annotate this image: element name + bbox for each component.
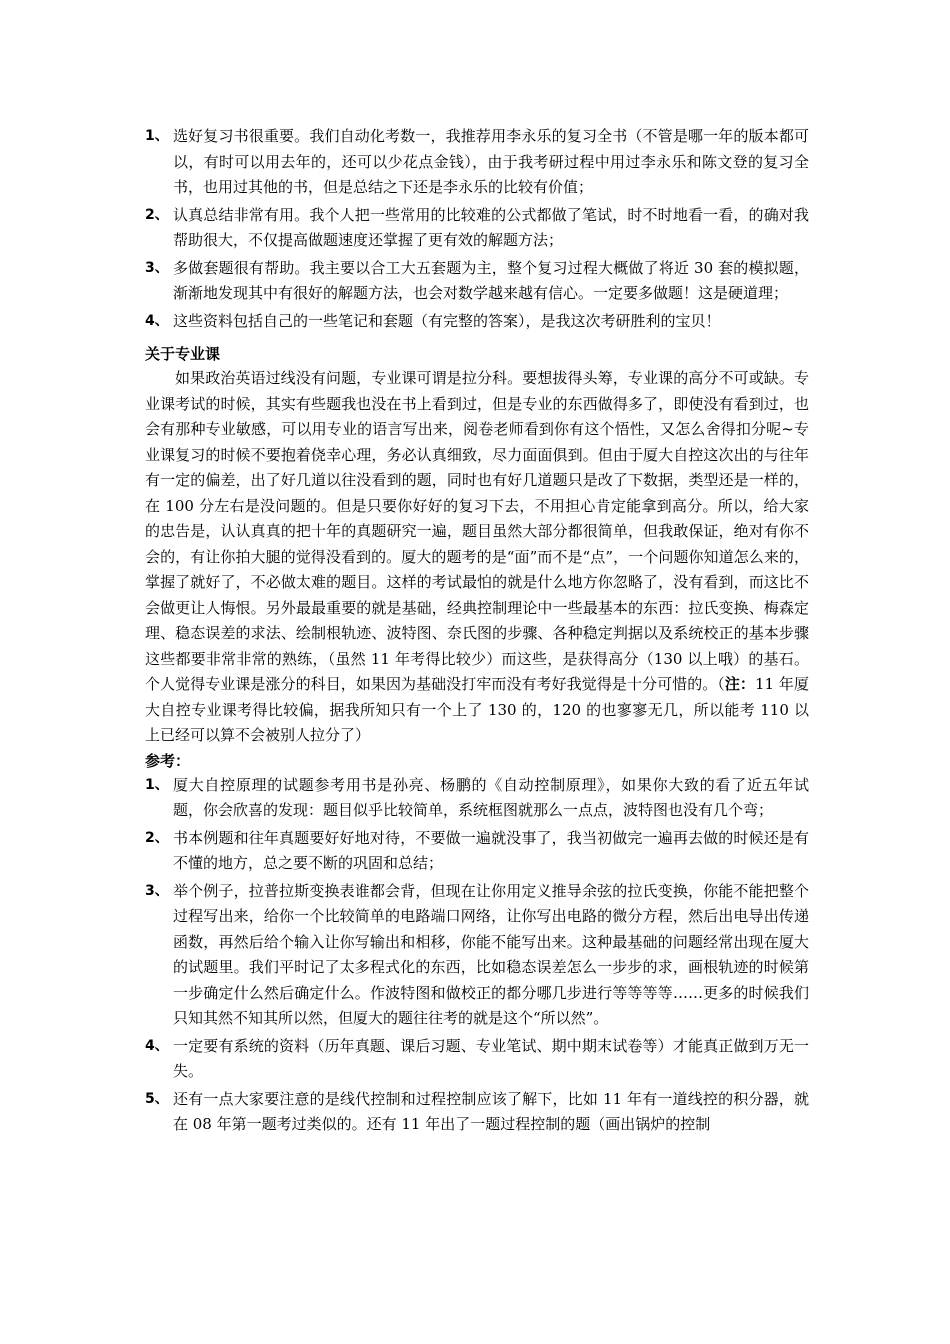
list-number: 3、 [145,259,169,276]
list-text: 举个例子，拉普拉斯变换表谁都会背，但现在让你用定义推导余弦的拉氏变换，你能不能把整个过程写出来，给你一个比较简单的电路端口网络，让你写出电路的微分方程，然后出电导出传递函数，再然后给个输入让你写输出和相移，你能不能写出来。这种最基础的问题经常出现在厦大的试题里。我们平时记了太多程式化的东西，比如稳态误差怎么一步步的求，画根轨迹的时候第一步确定什么然后确定什么。作波特图和做校正的都分哪几步进行等等等等……更多的时候我们只知其然不知其所以然，但厦大的题往往考的就是这个“所以然”。 [173,881,809,1027]
list-text: 多做套题很有帮助。我主要以合工大五套题为主，整个复习过程大概做了将近 30 套的模拟题，渐渐地发现其中有很好的解题方法，也会对数学越来越有信心。一定要多做题！这是硬道理； [173,258,809,302]
list-text: 选好复习书很重要。我们自动化考数一，我推荐用李永乐的复习全书（不管是哪一年的版本都可以，有时可以用去年的，还可以少花点金钱），由于我考研过程中用过李永乐和陈文登的复习全书，也用过其他的书，但是总结之下还是李永乐的比较有价值； [173,127,809,196]
list-number: 2、 [145,829,169,846]
document-page [145,124,809,1140]
note-text: 11 年厦大自控专业课考得比较偏，据我所知只有一个上了 130 的，120 的也寥寥无几，所以能考 110 以上已经可以算不会被别人拉分了） [145,675,809,744]
list-item [145,256,809,307]
list-number: 4、 [145,1037,169,1054]
list-item [145,124,809,201]
study-tips-list [145,124,809,334]
list-number: 1、 [145,128,169,144]
list-item [145,773,809,824]
list-number: 2、 [145,206,169,223]
list-item [145,826,809,877]
paragraph-text: 如果政治英语过线没有问题，专业课可谓是拉分科。要想拔得头筹，专业课的高分不可或缺。专业课考试的时候，其实有些题我也没在书上看到过，但是专业的东西做得多了，即使没有看到过，也会有那种专业敏感，可以用专业的语言写出来，阅卷老师看到你有这个悟性，又怎么舍得扣分呢~专业课复习的时候不要抱着侥幸心理，务必认真细致，尽力面面俱到。但由于厦大自控这次出的与往年有一定的偏差，出了好几道以往没看到的题，同时也有好几道题只是改了下数据，类型还是一样的，在 100 分左右是没问题的。但是只要你好好的复习下去，不用担心肯定能拿到高分。所以，给大家的忠告是，认认真真的把十年的真题研究一遍，题目虽然大部分都很简单，但我敢保证，绝对有你不会的，有让你拍大腿的觉得没看到的。厦大的题考的是“面”而不是“点”，一个问题你知道怎么来的，掌握了就好了，不必做太难的题目。这样的考试最怕的就是什么地方你忽略了，没有看到，而这比不会做更让人悔恨。另外最最重要的就是基础，经典控制理论中一些最基本的东西：拉氏变换、梅森定理、稳态误差的求法、绘制根轨迹、波特图、奈氏图的步骤、各种稳定判据以及系统校正的基本步骤这些都要非常非常的熟练，（虽然 11 年考得比较少）而这些，是获得高分（130 以上哦）的基石。个人觉得专业课是涨分的科目，如果因为基础没打牢而没有考好我觉得是十分可惜的。（ [145,369,809,693]
list-text: 一定要有系统的资料（历年真题、课后习题、专业笔试、期中期末试卷等）才能真正做到万无一失。 [173,1036,809,1080]
list-text: 还有一点大家要注意的是线代控制和过程控制应该了解下，比如 11 年有一道线控的积分器，就在 08 年第一题考过类似的。还有 11 年出了一题过程控制的题（画出锅炉的控制 [173,1089,809,1133]
section-heading: 关于专业课 [145,345,221,363]
list-text: 书本例题和往年真题要好好地对待，不要做一遍就没事了，我当初做完一遍再去做的时候还是有不懂的地方，总之要不断的巩固和总结； [173,828,809,872]
reference-heading: 参考： [145,751,191,770]
list-text: 认真总结非常有用。我个人把一些常用的比较难的公式都做了笔试，时不时地看一看，的确对我帮助很大，不仅提高做题速度还掌握了更有效的解题方法； [173,205,809,249]
note-label: 注： [724,675,755,693]
list-number: 1、 [145,776,169,793]
list-text: 厦大自控原理的试题参考用书是孙亮、杨鹏的《自动控制原理》，如果你大致的看了近五年试题，你会欣喜的发现：题目似乎比较简单，系统框图就那么一点点，波特图也没有几个弯； [173,775,809,819]
list-item [145,879,809,1032]
list-number: 3、 [145,882,169,899]
list-number: 4、 [145,312,169,329]
list-text: 这些资料包括自己的一些笔记和套题（有完整的答案），是我这次考研胜利的宝贝！ [173,311,721,330]
list-item [145,1087,809,1138]
list-item [145,309,809,335]
list-item [145,1034,809,1085]
list-item [145,203,809,254]
list-number: 5、 [145,1090,169,1107]
reference-list [145,773,809,1138]
main-paragraph [145,366,809,749]
